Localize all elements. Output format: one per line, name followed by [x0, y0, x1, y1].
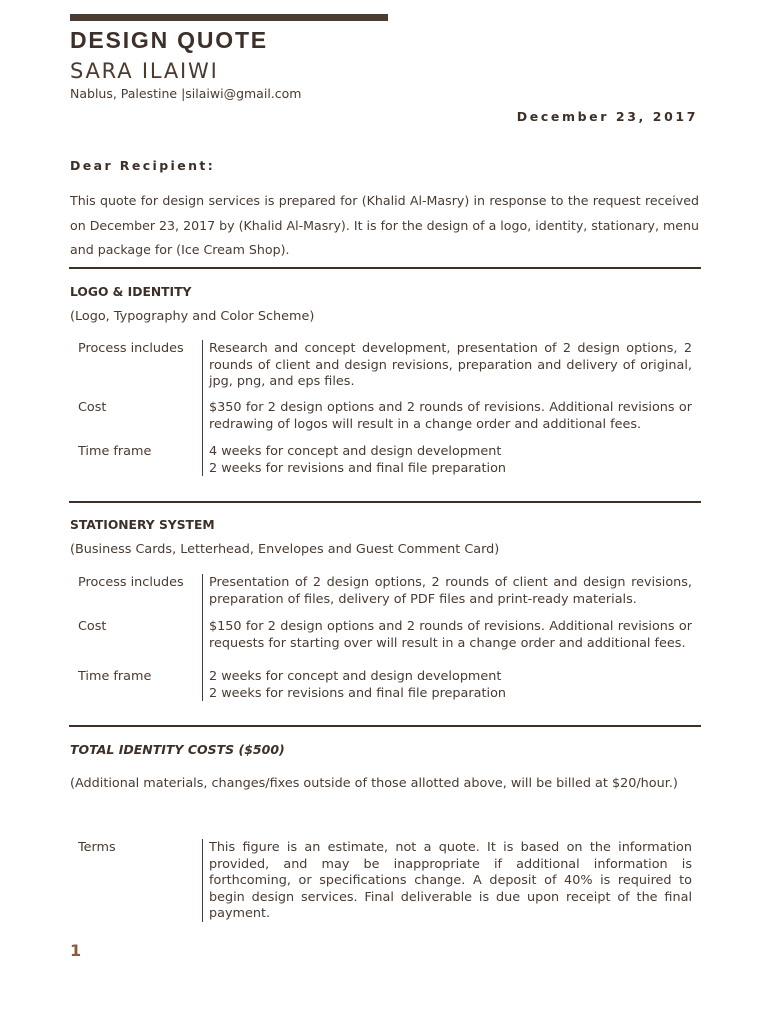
- row-label-time-frame: Time frame: [78, 444, 152, 459]
- intro-paragraph: This quote for design services is prepared for (Khalid Al-Masry) in response to the request received on December 23, 2017 by (Khalid Al-Masry). It is for the design of a logo, identity, stationary, menu and package for (Ice Cream Shop).: [70, 193, 699, 257]
- section-heading-stationery: STATIONERY SYSTEM: [70, 518, 215, 532]
- row-label-cost: Cost: [78, 619, 107, 634]
- row-value-time-frame: [209, 669, 692, 702]
- row-value-line: 2 weeks for revisions and final file preparation: [209, 460, 507, 476]
- section-subtitle-logo-identity: (Logo, Typography and Color Scheme): [70, 309, 315, 324]
- row-label-cost: Cost: [78, 400, 107, 415]
- document-title: DESIGN QUOTE: [70, 27, 268, 53]
- row-value-line: 2 weeks for revisions and final file preparation: [209, 685, 507, 701]
- page-number: 1: [70, 941, 82, 960]
- row-label-time-frame: Time frame: [78, 669, 152, 684]
- row-value-cost: [209, 400, 692, 433]
- section-divider: [69, 267, 701, 269]
- author-name: SARA ILAIWI: [70, 59, 219, 83]
- document-date: December 23, 2017: [516, 109, 698, 124]
- row-label-terms: Terms: [78, 840, 116, 855]
- contact-info: Nablus, Palestine |silaiwi@gmail.com: [70, 86, 302, 101]
- total-costs-heading: TOTAL IDENTITY COSTS ($500): [70, 742, 285, 757]
- row-value-line: 4 weeks for concept and design development: [209, 444, 502, 459]
- row-value-terms: This figure is an estimate, not a quote. It is based on the information provided, and may be inappropriate if additional information is forthcoming, or specifications change. A deposit of 40% is required to begin design services. Final deliverable is due upon receipt of the final payment.: [209, 840, 692, 922]
- section-heading-logo-identity: LOGO & IDENTITY: [70, 285, 192, 299]
- row-label-process: Process includes: [78, 575, 184, 590]
- section-divider: [69, 725, 701, 727]
- additional-billing-note: (Additional materials, changes/fixes outside of those allotted above, will be billed at $20/hour.): [70, 776, 678, 791]
- row-value-line: 2 weeks for concept and design development: [209, 669, 502, 684]
- row-value-line: Research and concept development, presentation of 2 design options, 2 rounds of client and design revisions, preparation and delivery of original, jpg, png, and eps files.: [209, 341, 692, 390]
- row-label-process: Process includes: [78, 341, 184, 356]
- section-subtitle-stationery: (Business Cards, Letterhead, Envelopes and Guest Comment Card): [70, 542, 500, 557]
- row-value-process: [209, 341, 692, 391]
- column-divider: [202, 839, 203, 922]
- row-value-process: [209, 575, 692, 608]
- row-value-line: Presentation of 2 design options, 2 rounds of client and design revisions, preparation of files, delivery of PDF files and print-ready materials.: [209, 575, 692, 607]
- row-value-cost: [209, 619, 692, 652]
- row-value-line: $350 for 2 design options and 2 rounds of revisions. Additional revisions or redrawing of logos will result in a change order and additional fees.: [209, 400, 692, 432]
- column-divider: [202, 340, 203, 476]
- salutation: Dear Recipient:: [70, 158, 216, 173]
- section-divider: [69, 501, 701, 503]
- header-accent-bar: [70, 14, 388, 21]
- column-divider: [202, 574, 203, 701]
- row-value-time-frame: [209, 444, 692, 477]
- row-value-line: $150 for 2 design options and 2 rounds of revisions. Additional revisions or requests for starting over will result in a change order and additional fees.: [209, 619, 692, 651]
